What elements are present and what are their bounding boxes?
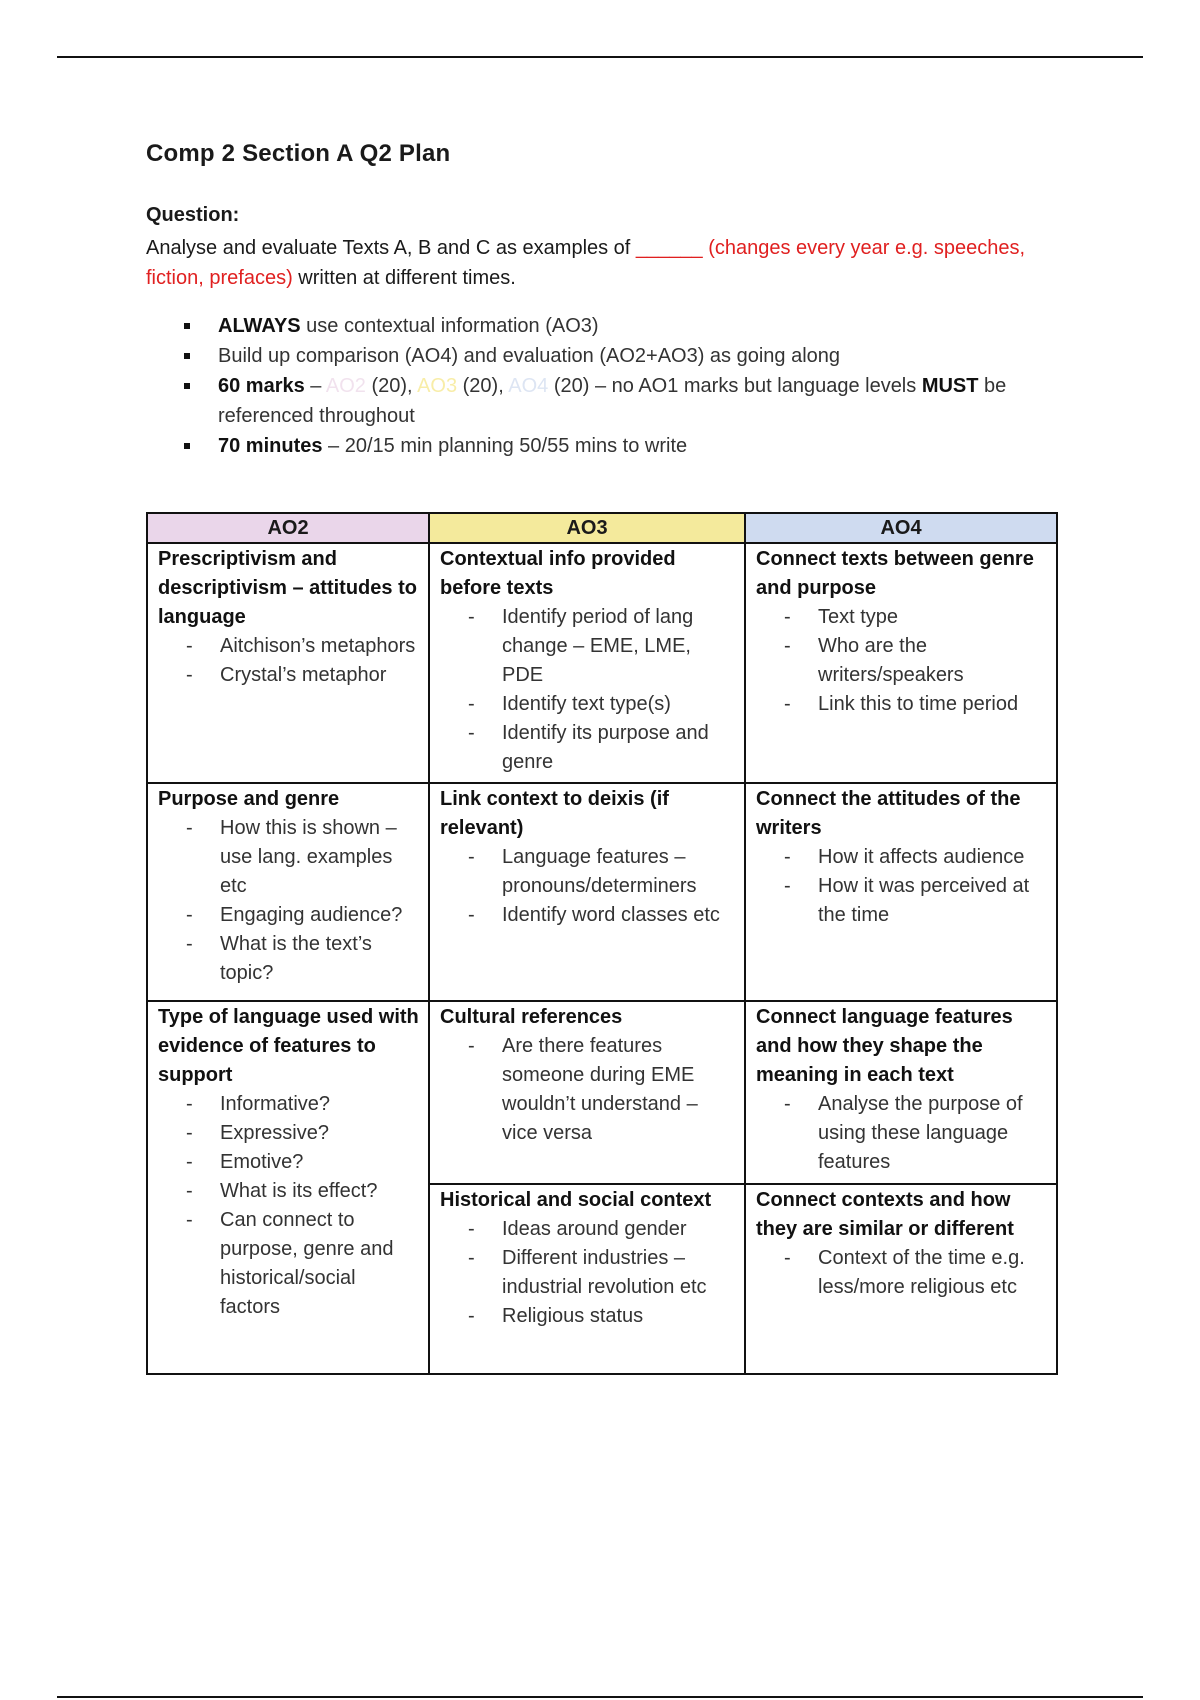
cell-ao3	[429, 1001, 745, 1184]
question-text-before: Analyse and evaluate Texts A, B and C as examples of	[146, 237, 636, 259]
cell-title: Connect the attitudes of the writers	[756, 788, 1021, 839]
cell-title: Type of language used with evidence of features to support	[158, 1006, 419, 1086]
list-item: - Crystal’s metaphor	[220, 661, 420, 690]
bullet-comparison: Build up comparison (AO4) and evaluation (AO2+AO3) as going along	[218, 341, 1066, 371]
cell-list	[756, 843, 1048, 930]
page-title: Comp 2 Section A Q2 Plan	[146, 140, 451, 167]
cell-ao4	[745, 1184, 1057, 1374]
cell-list	[440, 603, 736, 777]
list-item: - Engaging audience?	[220, 901, 420, 930]
list-item: - Text type	[818, 603, 1048, 632]
cell-list	[158, 632, 420, 690]
bottom-rule	[57, 1696, 1143, 1698]
cell-list	[158, 814, 420, 988]
list-item: - How this is shown – use lang. examples etc	[220, 814, 420, 901]
cell-list	[756, 1090, 1048, 1177]
cell-ao4	[745, 783, 1057, 1001]
list-item: - Informative?	[220, 1090, 420, 1119]
cell-list	[440, 843, 736, 930]
bullet-marks: 60 marks – AO2 (20), AO3 (20), AO4 (20) – no AO1 marks but language levels MUST be referenced throughout	[218, 371, 1066, 431]
list-item: - Ideas around gender	[502, 1215, 736, 1244]
list-item: - What is the text’s topic?	[220, 930, 420, 988]
list-item: - Expressive?	[220, 1119, 420, 1148]
cell-ao2	[147, 543, 429, 783]
list-item: - Are there features someone during EME wouldn’t understand – vice versa	[502, 1032, 736, 1148]
cell-ao4	[745, 1001, 1057, 1184]
cell-title: Historical and social context	[440, 1189, 712, 1211]
list-item: - How it affects audience	[818, 843, 1048, 872]
question-text-after: written at different times.	[292, 267, 516, 289]
question-red-note: (changes every year e.g. speeches, fiction, prefaces)	[146, 237, 1026, 289]
list-item: - Different industries – industrial revolution etc	[502, 1244, 736, 1302]
list-item: - Religious status	[502, 1302, 736, 1331]
cell-ao3	[429, 783, 745, 1001]
cell-title: Prescriptivism and descriptivism – attitudes to language	[158, 548, 417, 628]
list-item: - Emotive?	[220, 1148, 420, 1177]
bullet-minutes: 70 minutes – 20/15 min planning 50/55 mins to write	[218, 431, 1066, 461]
ao3-highlight: AO3	[417, 375, 458, 397]
table-header-row	[147, 513, 1057, 543]
question-blank: ______	[635, 237, 703, 259]
cell-ao3	[429, 543, 745, 783]
list-item: - Identify text type(s)	[502, 690, 736, 719]
cell-list	[440, 1215, 736, 1331]
cell-title: Contextual info provided before texts	[440, 548, 676, 599]
cell-ao4	[745, 543, 1057, 783]
list-item: - Language features – pronouns/determiners	[502, 843, 736, 901]
list-item: - Can connect to purpose, genre and historical/social factors	[220, 1206, 420, 1322]
list-item: - What is its effect?	[220, 1177, 420, 1206]
list-item: - How it was perceived at the time	[818, 872, 1048, 930]
question-text	[146, 233, 1066, 293]
table-body	[147, 543, 1057, 1374]
ao2-highlight: AO2	[325, 375, 366, 397]
cell-ao3	[429, 1184, 745, 1374]
list-item: - Analyse the purpose of using these language features	[818, 1090, 1048, 1177]
cell-list	[158, 1090, 420, 1322]
cell-list	[756, 603, 1048, 719]
table-row	[147, 783, 1057, 1001]
key-points-list	[146, 311, 1066, 461]
cell-title: Purpose and genre	[158, 788, 340, 810]
list-item: - Context of the time e.g. less/more religious etc	[818, 1244, 1048, 1302]
question-label: Question:	[146, 204, 240, 226]
table-row	[147, 1001, 1057, 1184]
top-rule	[57, 56, 1143, 58]
list-item: - Aitchison’s metaphors	[220, 632, 420, 661]
cell-title: Link context to deixis (if relevant)	[440, 788, 669, 839]
plan-table	[146, 512, 1058, 1375]
list-item: - Who are the writers/speakers	[818, 632, 1048, 690]
bullet-always: ALWAYS use contextual information (AO3)	[218, 311, 1066, 341]
list-item: - Link this to time period	[818, 690, 1048, 719]
header-ao2: AO2	[147, 513, 429, 543]
list-item: - Identify word classes etc	[502, 901, 736, 930]
cell-title: Connect texts between genre and purpose	[756, 548, 1034, 599]
table-row	[147, 543, 1057, 783]
document-body	[146, 140, 1066, 461]
cell-ao2	[147, 783, 429, 1001]
header-ao3: AO3	[429, 513, 745, 543]
cell-list	[756, 1244, 1048, 1302]
cell-list	[440, 1032, 736, 1148]
cell-title: Connect language features and how they shape the meaning in each text	[756, 1006, 1013, 1086]
list-item: - Identify period of lang change – EME, LME, PDE	[502, 603, 736, 690]
header-ao4: AO4	[745, 513, 1057, 543]
list-item: - Identify its purpose and genre	[502, 719, 736, 777]
ao4-highlight: AO4	[508, 375, 549, 397]
cell-title: Connect contexts and how they are similar or different	[756, 1189, 1014, 1240]
cell-title: Cultural references	[440, 1006, 623, 1028]
cell-ao2	[147, 1001, 429, 1374]
